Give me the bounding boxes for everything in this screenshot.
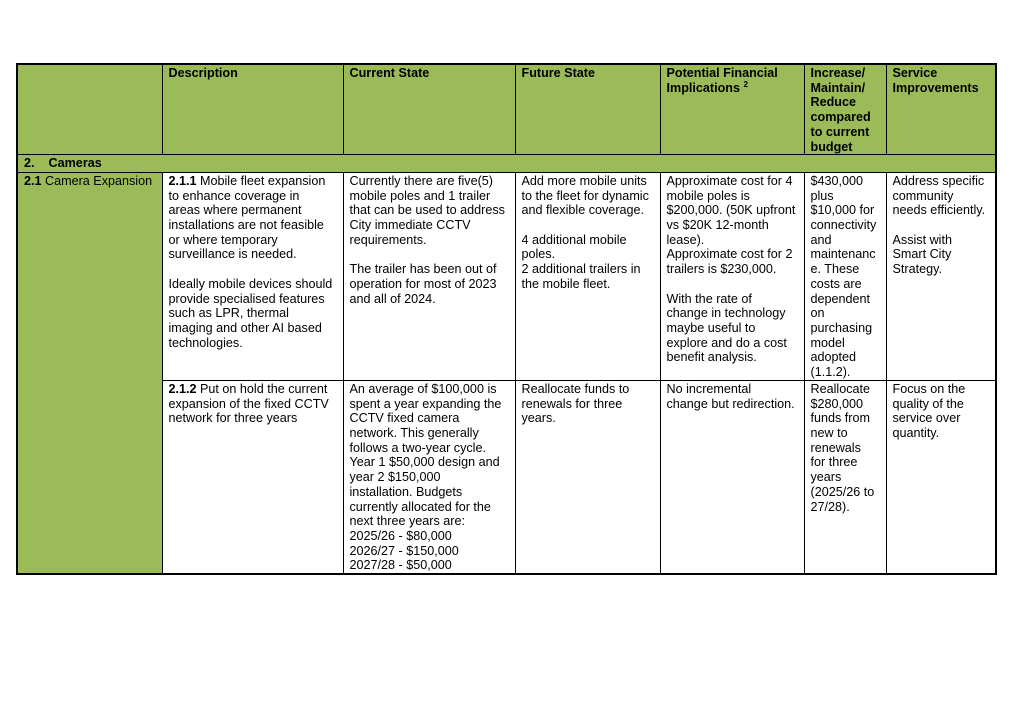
table-row xyxy=(17,380,996,574)
description-text: Mobile fleet expansion to enhance coverage in areas where permanent installations are not feasible or where temporary surveillance is needed. Ideally mobile devices should provide specialised features such as LPR, thermal imaging and other AI based technologies. xyxy=(168,173,333,350)
financial-cell: Approximate cost for 4 mobile poles is $200,000. (50K upfront vs $20K 12-month lease). Approximate cost for 2 trailers is $230,000. With the rate of change in technology maybe useful to explore and do a cost benefit analysis. xyxy=(660,172,804,380)
budget-cell: Reallocate $280,000 funds from new to renewals for three years (2025/26 to 27/28). xyxy=(804,380,886,574)
item-id: 2.1.2 xyxy=(168,381,197,396)
subsection-number: 2.1 xyxy=(24,173,42,188)
header-budget: Increase/ Maintain/ Reduce compared to current budget xyxy=(804,64,886,155)
future-state-cell: Add more mobile units to the fleet for dynamic and flexible coverage. 4 additional mobile poles. 2 additional trailers in the mobile fleet. xyxy=(515,172,660,380)
header-financial-label: Potential Financial Implications xyxy=(666,66,778,95)
header-financial xyxy=(660,64,804,155)
description-cell xyxy=(162,172,343,380)
header-blank xyxy=(17,64,162,155)
future-state-cell: Reallocate funds to renewals for three years. xyxy=(515,380,660,574)
description-text: Put on hold the current expansion of the fixed CCTV network for three years xyxy=(168,381,329,426)
header-current-state: Current State xyxy=(343,64,515,155)
section-heading xyxy=(17,155,996,173)
service-cell: Address specific community needs efficiently. Assist with Smart City Strategy. xyxy=(886,172,996,380)
table-row xyxy=(17,172,996,380)
current-state-cell: An average of $100,000 is spent a year expanding the CCTV fixed camera network. This generally follows a two-year cycle. Year 1 $50,000 design and year 2 $150,000 installation. Budgets currently allocated for the next three years are: 2025/26 - $80,000 2026/27 - $150,000 2027/28 - $50,000 xyxy=(343,380,515,574)
section-title: Cameras xyxy=(48,156,102,171)
section-number: 2. xyxy=(24,156,35,171)
current-state-cell: Currently there are five(5) mobile poles and 1 trailer that can be used to address City immediate CCTV requirements. The trailer has been out of operation for most of 2023 and all of 2024. xyxy=(343,172,515,380)
financial-cell: No incremental change but redirection. xyxy=(660,380,804,574)
budget-cell: $430,000 plus $10,000 for connectivity and maintenanc e. These costs are dependent on purchasing model adopted (1.1.2). xyxy=(804,172,886,380)
header-future-state: Future State xyxy=(515,64,660,155)
header-service: Service Improvements xyxy=(886,64,996,155)
section-row xyxy=(17,155,996,173)
footnote-marker: 2 xyxy=(743,79,748,89)
proposals-table xyxy=(16,63,997,575)
header-row xyxy=(17,64,996,155)
service-cell: Focus on the quality of the service over quantity. xyxy=(886,380,996,574)
header-description: Description xyxy=(162,64,343,155)
subsection-cell xyxy=(17,172,162,574)
subsection-title: Camera Expansion xyxy=(45,173,153,188)
description-cell xyxy=(162,380,343,574)
item-id: 2.1.1 xyxy=(168,173,197,188)
